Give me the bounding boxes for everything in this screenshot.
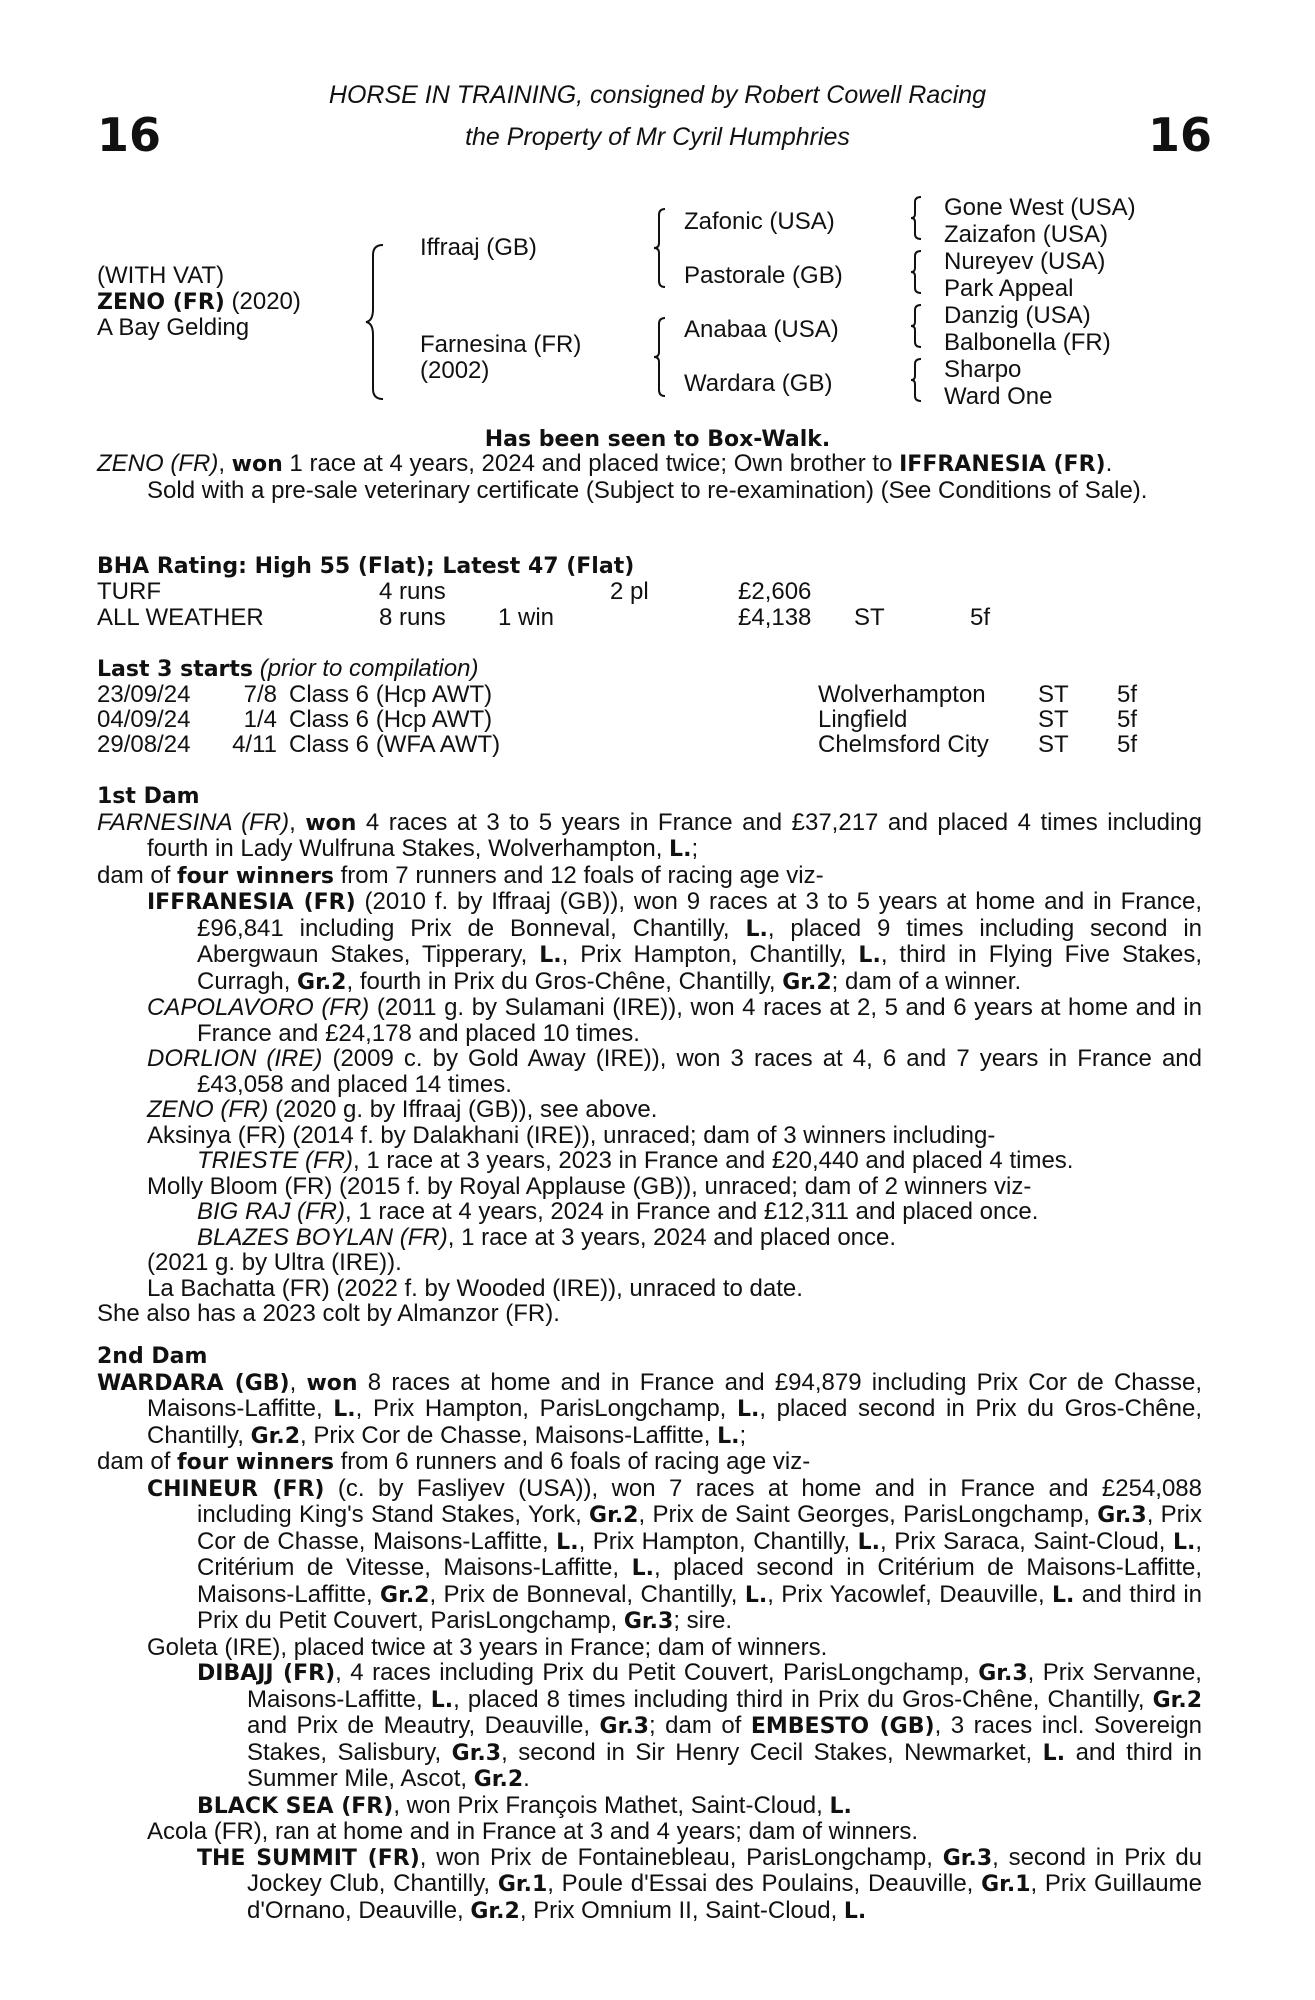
start-class: Class 6 (WFA AWT) (289, 731, 501, 758)
produce-name: CHINEUR (FR) (147, 1476, 325, 1502)
pedigree-g4-7: Sharpo (944, 356, 1022, 383)
listed-mark: L. (1052, 1582, 1075, 1608)
first-dam-intro: FARNESINA (FR), won 4 races at 3 to 5 years in France and £37,217 and placed 4 times including fourth in Lady Wulfruna Stakes, Wolverhampton, L.; (97, 808, 1203, 862)
produce-text: , Prix Hampton, Chantilly, (578, 1527, 858, 1555)
second-dam-text: , Prix Cor de Chasse, Maisons-Laffitte, (300, 1421, 718, 1449)
pedigree-g4-2: Zaizafon (USA) (944, 221, 1109, 248)
produce-zeno (147, 1097, 1202, 1123)
pedigree-g4-5: Danzig (USA) (944, 302, 1091, 329)
rating-surface: TURF (97, 578, 161, 605)
second-dam-heading (97, 1343, 1202, 1370)
produce-text: and Prix de Meautry, Deauville, (247, 1712, 600, 1739)
produce-text: , placed 9 times including second in Abergwaun Stakes, Tipperary, (197, 914, 1202, 968)
start-dist: 5f (1117, 681, 1138, 708)
rating-prize: £2,606 (738, 578, 812, 605)
horse-name: ZENO (FR) (97, 290, 225, 315)
summary-horse-name: ZENO (FR) (97, 450, 219, 477)
rating-placed: 2 pl (610, 578, 649, 605)
produce-name: CAPOLAVORO (FR) (147, 994, 370, 1021)
summary-won: won (231, 452, 283, 477)
produce-black-sea (197, 1793, 1202, 1820)
produce-embesto: EMBESTO (GB) (750, 1714, 935, 1739)
produce-text: (2009 c. by Gold Away (IRE)), won 3 races at 4, 6 and 7 years in France and £43,058 and placed 14 times. (197, 1045, 1203, 1098)
second-dam-text: , Prix Hampton, ParisLongchamp, (355, 1395, 737, 1422)
produce-text: , Prix Omnium II, Saint-Cloud, (519, 1896, 844, 1924)
produce-2023-colt: She also has a 2023 colt by Almanzor (FR). (97, 1300, 560, 1327)
horse-name-line (97, 289, 301, 316)
produce-text: (2020 g. by Iffraaj (GB)), see above. (268, 1096, 658, 1123)
vat-label: (WITH VAT) (97, 262, 225, 289)
produce-text: , Prix de Saint Georges, ParisLongchamp, (638, 1501, 1098, 1528)
second-dam-name: WARDARA (GB) (97, 1370, 290, 1396)
last-starts-heading-text: Last 3 starts (97, 657, 254, 682)
produce-chineur (147, 1476, 1202, 1635)
produce-capolavoro (147, 995, 1202, 1046)
group-mark: Gr.1 (497, 1872, 548, 1897)
produce-text: ; dam of a winner. (831, 967, 1022, 995)
group-mark: Gr.2 (250, 1423, 301, 1449)
group-mark: Gr.2 (297, 969, 347, 995)
second-dam-dam-of (97, 1449, 1202, 1476)
rating-heading-text: BHA Rating: High 55 (Flat); Latest 47 (Flat) (97, 554, 635, 579)
produce-2021-gelding: (2021 g. by Ultra (IRE)). (147, 1249, 402, 1276)
start-dist: 5f (1117, 731, 1138, 758)
produce-text: and third in Summer Mile, Ascot, (247, 1738, 1203, 1792)
produce-iffranesia (147, 889, 1202, 995)
listed-mark: L. (857, 1529, 881, 1555)
produce-text: , Prix Saraca, Saint-Cloud, (880, 1527, 1173, 1555)
produce-name: ZENO (FR) (147, 1096, 269, 1123)
pedigree-brace-g3-1 (909, 195, 923, 241)
horse-description: A Bay Gelding (97, 314, 250, 341)
group-mark: Gr.3 (451, 1740, 502, 1766)
pedigree-brace-main (365, 243, 387, 401)
first-dam-section (97, 783, 1202, 1327)
pedigree-g4-8: Ward One (944, 383, 1053, 410)
pedigree-brace-dam (652, 316, 668, 398)
rating-surface: ALL WEATHER (97, 604, 264, 631)
start-position: 7/8 (243, 681, 277, 708)
produce-trieste (197, 1148, 1202, 1174)
produce-text: , Prix de Bonneval, Chantilly, (429, 1580, 745, 1608)
listed-mark: L. (745, 916, 768, 942)
horse-year: (2020) (224, 288, 301, 315)
produce-blazes-boylan (197, 1225, 1202, 1251)
pedigree-g4-4: Park Appeal (944, 275, 1074, 302)
produce-text: , 1 race at 3 years, 2024 and placed once. (447, 1223, 897, 1251)
first-dam-text: 4 races at 3 to 5 years in France and £37,217 and placed 4 times including fourth in Lady Wulfruna Stakes, Wolverhampton, (147, 808, 1203, 862)
produce-text: , fourth in Prix du Gros-Chêne, Chantilly, (346, 967, 783, 995)
pedigree-sire: Iffraaj (GB) (420, 234, 537, 261)
group-mark: Gr.2 (380, 1582, 430, 1608)
produce-text: , 1 race at 3 years, 2023 in France and £20,440 and placed 4 times. (353, 1147, 1074, 1174)
rating-going: ST (854, 604, 885, 631)
pedigree-brace-g3-3 (909, 303, 923, 349)
pedigree-dam-dam: Wardara (GB) (684, 370, 833, 397)
listed-mark: L. (744, 1582, 768, 1608)
start-position: 1/4 (243, 706, 277, 733)
group-mark: Gr.2 (470, 1898, 520, 1924)
produce-text: (c. by Fasliyev (USA)), won 7 races at home and in France and £254,088 including King's Stand Stakes, York, (197, 1474, 1203, 1528)
start-date: 04/09/24 (97, 706, 191, 733)
summary-text: 1 race at 4 years, 2024 and placed twice; Own brother to (282, 450, 900, 477)
second-dam-section (97, 1343, 1202, 1924)
produce-text: , 4 races including Prix du Petit Couvert, ParisLongchamp, (335, 1659, 979, 1686)
start-position: 4/11 (232, 731, 277, 758)
produce-text: , second in Sir Henry Cecil Stakes, Newmarket, (501, 1738, 1043, 1766)
produce-text: , 1 race at 4 years, 2024 in France and £12,311 and placed once. (345, 1198, 1039, 1225)
produce-name: BLACK SEA (FR) (197, 1793, 394, 1819)
first-dam-heading (97, 783, 1202, 810)
group-mark: Gr.1 (981, 1872, 1031, 1897)
pedigree-dam: Farnesina (FR) (420, 331, 582, 358)
dam-of-a: dam of (97, 861, 178, 889)
listed-mark: L. (556, 1529, 579, 1555)
dam-of-a: dam of (97, 1448, 178, 1475)
first-dam-dam-of (97, 863, 1202, 890)
produce-text: , 3 races incl. Sovereign Stakes, Salisbury, (247, 1712, 1203, 1766)
pedigree-g4-1: Gone West (USA) (944, 194, 1136, 221)
pedigree-brace-sire (652, 207, 668, 289)
produce-text: , third in Flying Five Stakes, Curragh, (197, 941, 1202, 995)
start-dist: 5f (1117, 706, 1138, 733)
produce-name: DIBAJJ (FR) (197, 1661, 336, 1686)
group-mark: Gr.2 (589, 1503, 639, 1528)
start-course: Wolverhampton (818, 681, 986, 708)
lot-number-left: 16 (97, 108, 162, 162)
box-walk-note (0, 426, 1315, 453)
produce-text: , Prix Servanne, Maisons-Laffitte, (247, 1659, 1202, 1713)
produce-name: IFFRANESIA (FR) (147, 890, 356, 915)
pedigree-dam-sire: Anabaa (USA) (684, 316, 839, 343)
pedigree-g4-3: Nureyev (USA) (944, 248, 1106, 275)
second-dam-won: won (306, 1370, 358, 1396)
rating-heading (97, 553, 1202, 580)
box-walk-text: Has been seen to Box-Walk. (484, 427, 831, 452)
group-mark: Gr.3 (942, 1845, 993, 1871)
listed-mark: L. (669, 837, 692, 862)
group-mark: Gr.2 (1152, 1687, 1203, 1713)
first-dam-heading-text: 1st Dam (97, 784, 200, 809)
first-dam-name: FARNESINA (FR) (97, 808, 290, 836)
produce-text: , Prix Cor de Chasse, Maisons-Laffitte, (197, 1501, 1202, 1555)
produce-text: , Prix Yacowlef, Deauville, (767, 1580, 1053, 1608)
pedigree-brace-g3-4 (909, 357, 923, 403)
pedigree-g4-6: Balbonella (FR) (944, 329, 1111, 356)
produce-text: . (523, 1765, 530, 1792)
first-dam-end: ; (691, 835, 699, 862)
produce-name: THE SUMMIT (FR) (197, 1845, 420, 1871)
summary-paragraph: ZENO (FR), won 1 race at 4 years, 2024 and placed twice; Own brother to IFFRANESIA (FR). Sold with a pre-sale veterinary certificate (Subject to re-examination) (See Conditions of Sale). (97, 450, 1148, 504)
second-dam-end: ; (739, 1421, 747, 1449)
listed-mark: L. (631, 1556, 654, 1581)
produce-text: ; sire. (673, 1607, 732, 1634)
produce-text: , Poule d'Essai des Poulains, Deauville, (547, 1870, 982, 1897)
produce-text: , Critérium de Vitesse, Maisons-Laffitte, (197, 1527, 1202, 1581)
produce-text: and third in Prix du Petit Couvert, ParisLongchamp, (197, 1580, 1202, 1634)
last-starts-note: (prior to compilation) (253, 655, 479, 682)
group-mark: Gr.2 (473, 1767, 524, 1792)
rating-dist: 5f (970, 604, 991, 631)
produce-name: BLAZES BOYLAN (FR) (197, 1223, 448, 1251)
produce-text: , placed second in Critérium de Maisons-Laffitte, Maisons-Laffitte, (197, 1554, 1203, 1608)
start-going: ST (1038, 706, 1069, 733)
second-dam-text: 8 races at home and in France and £94,879 including Prix Cor de Chasse, Maisons-Laffitte, (147, 1368, 1202, 1422)
last-starts-heading (97, 656, 1202, 683)
group-mark: Gr.3 (599, 1714, 649, 1739)
summary-end: . (1105, 450, 1113, 477)
start-going: ST (1038, 731, 1069, 758)
produce-acola: Acola (FR), ran at home and in France at 3 and 4 years; dam of winners. (147, 1818, 919, 1845)
produce-name: DORLION (IRE) (147, 1045, 323, 1072)
start-course: Chelmsford City (818, 731, 989, 758)
group-mark: Gr.3 (1097, 1503, 1147, 1528)
second-dam-heading-text: 2nd Dam (97, 1344, 208, 1369)
produce-goleta: Goleta (IRE), placed twice at 3 years in France; dam of winners. (147, 1633, 828, 1661)
produce-text: , Prix Hampton, Chantilly, (561, 941, 859, 968)
summary-sold-note: Sold with a pre-sale veterinary certificate (Subject to re-examination) (See Conditions of Sale). (147, 476, 1148, 504)
produce-dibajj (197, 1660, 1202, 1793)
pedigree-brace-g3-2 (909, 249, 923, 295)
start-course: Lingfield (818, 706, 908, 733)
start-date: 23/09/24 (97, 681, 191, 708)
second-dam-text: , placed second in Prix du Gros-Chêne, Chantilly, (147, 1395, 1202, 1449)
produce-text: , won Prix de Fontainebleau, ParisLongchamp, (419, 1843, 943, 1871)
produce-text: , won Prix François Mathet, Saint-Cloud, (393, 1791, 830, 1819)
produce-name: BIG RAJ (FR) (197, 1198, 345, 1225)
produce-la-bachatta: La Bachatta (FR) (2022 f. by Wooded (IRE)), unraced to date. (147, 1274, 803, 1302)
start-class: Class 6 (Hcp AWT) (289, 706, 493, 733)
listed-mark: L. (858, 943, 881, 968)
group-mark: Gr.3 (978, 1661, 1028, 1686)
produce-text: , second in Prix du Jockey Club, Chantilly, (247, 1843, 1203, 1897)
listed-mark: L. (843, 1898, 867, 1924)
produce-the-summit (197, 1845, 1202, 1925)
summary-brother: IFFRANESIA (FR) (899, 452, 1106, 477)
rating-prize: £4,138 (738, 604, 812, 631)
pedigree-dam-year: (2002) (420, 357, 490, 384)
rating-wins: 1 win (498, 604, 555, 631)
produce-aksinya: Aksinya (FR) (2014 f. by Dalakhani (IRE)), unraced; dam of 3 winners including- (147, 1121, 996, 1149)
produce-dorlion (147, 1046, 1202, 1097)
second-dam-intro: WARDARA (GB), won 8 races at home and in France and £94,879 including Prix Cor de Chasse, Maisons-Laffitte, L., Prix Hampton, ParisLongchamp, L., placed second in Prix du Gros-Chêne, Chantilly, Gr.2, Prix Cor de Chasse, Maisons-Laffitte, L.; (97, 1368, 1202, 1449)
rating-runs: 4 runs (379, 578, 446, 605)
produce-text: (2011 g. by Sulamani (IRE)), won 4 races at 2, 5 and 6 years at home and in France and £24,178 and placed 10 times. (197, 994, 1202, 1047)
produce-big-raj (197, 1199, 1202, 1225)
produce-text: ; dam of (648, 1712, 751, 1739)
pedigree-sire-dam: Pastorale (GB) (684, 262, 843, 289)
start-going: ST (1038, 681, 1069, 708)
group-mark: Gr.3 (623, 1609, 674, 1634)
header-owner: the Property of Mr Cyril Humphries (465, 123, 850, 151)
produce-name: TRIESTE (FR) (197, 1147, 353, 1174)
produce-text: , placed 8 times including third in Prix du Gros-Chêne, Chantilly, (453, 1685, 1153, 1713)
lot-number-right: 16 (1148, 108, 1213, 162)
listed-mark: L. (717, 1423, 740, 1449)
dam-of-c: from 6 runners and 6 foals of racing age viz- (333, 1448, 811, 1475)
dam-of-c: from 7 runners and 12 foals of racing age viz- (333, 861, 824, 889)
group-mark: Gr.2 (782, 969, 832, 995)
header-consignor: HORSE IN TRAINING, consigned by Robert Cowell Racing (328, 81, 987, 109)
listed-mark: L. (430, 1687, 454, 1713)
produce-text: , Prix Guillaume d'Ornano, Deauville, (247, 1870, 1202, 1924)
listed-mark: L. (1172, 1529, 1196, 1555)
listed-mark: L. (539, 943, 562, 968)
dam-of-b: four winners (177, 1450, 334, 1475)
start-date: 29/08/24 (97, 731, 191, 758)
listed-mark: L. (736, 1397, 760, 1422)
dam-of-b: four winners (177, 863, 334, 889)
listed-mark: L. (829, 1793, 852, 1819)
listed-mark: L. (1042, 1740, 1066, 1766)
listed-mark: L. (333, 1397, 356, 1422)
pedigree-sire-sire: Zafonic (USA) (684, 208, 835, 235)
produce-text: (2010 f. by Iffraaj (GB)), won 9 races at 3 to 5 years at home and in France, £96,841 including Prix de Bonneval, Chantilly, (197, 888, 1202, 942)
produce-molly-bloom: Molly Bloom (FR) (2015 f. by Royal Applause (GB)), unraced; dam of 2 winners viz- (147, 1172, 1032, 1200)
rating-runs: 8 runs (379, 604, 446, 631)
start-class: Class 6 (Hcp AWT) (289, 681, 493, 708)
first-dam-won: won (305, 810, 357, 836)
